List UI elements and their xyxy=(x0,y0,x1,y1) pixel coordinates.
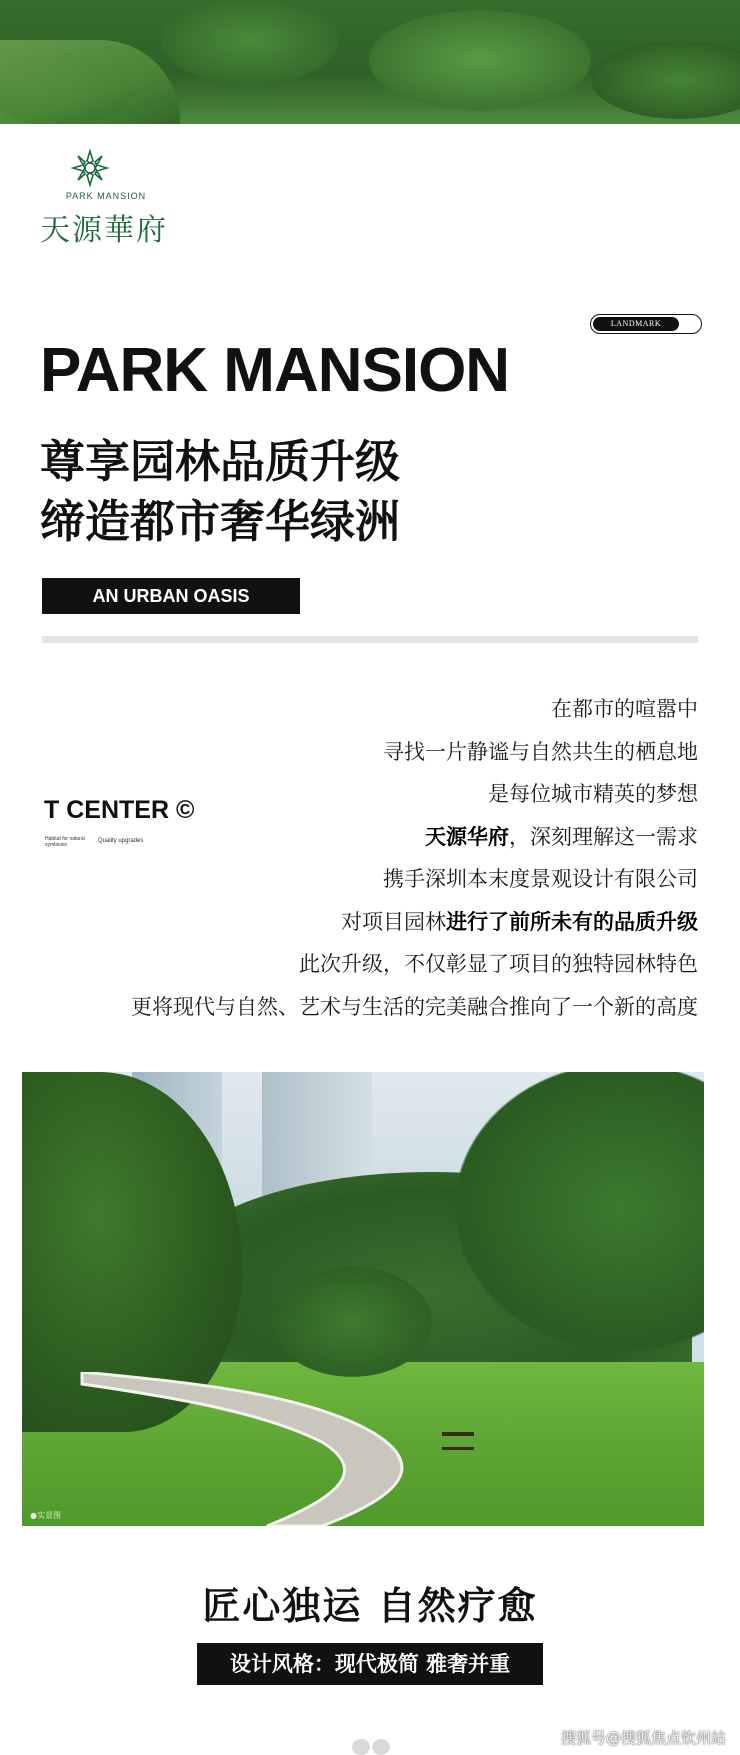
intro-line-6: 对项目园林进行了前所未有的品质升级 xyxy=(341,909,698,934)
headline: PARK MANSION xyxy=(40,336,510,405)
intro-text xyxy=(18,688,698,1028)
tcenter-caption-right: Quality upgrades xyxy=(98,838,144,844)
tree xyxy=(272,1267,432,1377)
page-dots xyxy=(352,1739,390,1755)
watermark: 搜狐号@搜狐焦点钦州站 xyxy=(560,1729,726,1747)
dot xyxy=(372,1739,390,1755)
subtitle-line-1: 尊享园林品质升级 xyxy=(40,435,401,488)
urban-oasis-tag: AN URBAN OASIS xyxy=(42,578,300,614)
park-bench xyxy=(442,1432,474,1450)
intro-line-8: 更将现代与自然、艺术与生活的完美融合推向了一个新的高度 xyxy=(131,994,698,1019)
intro-line-7: 此次升级，不仅彰显了项目的独特园林特色 xyxy=(299,952,698,976)
park-photo xyxy=(22,1072,704,1526)
forest-clearing xyxy=(0,40,180,124)
design-style-bar: 设计风格：现代极简 雅奢并重 xyxy=(197,1643,543,1685)
subtitle-line-2: 缔造都市奢华绿洲 xyxy=(40,495,401,548)
landmark-pill xyxy=(590,314,702,334)
logo-english: PARK MANSION xyxy=(65,191,147,201)
project-name: 天源华府 xyxy=(425,824,509,849)
landmark-label: LANDMARK xyxy=(593,317,679,331)
tcenter-title: T CENTER © xyxy=(44,796,195,824)
logo-flower-icon xyxy=(70,148,110,188)
logo-chinese: 天源華府 xyxy=(40,213,168,248)
intro-line-3: 是每位城市精英的梦想 xyxy=(488,782,698,806)
tree xyxy=(442,1072,704,1362)
intro-line-4: 天源华府，深刻理解这一需求 xyxy=(425,824,698,849)
tcenter-caption-left: Habitat for natural symbiosis xyxy=(45,836,85,848)
intro-line-2: 寻找一片静谧与自然共生的栖息地 xyxy=(383,739,698,764)
intro-line-5: 携手深圳本末度景观设计有限公司 xyxy=(383,867,698,891)
intro-line-1: 在都市的喧嚣中 xyxy=(551,697,698,721)
garden-path xyxy=(22,1372,704,1526)
divider xyxy=(42,636,698,643)
upgrade-highlight: 进行了前所未有的品质升级 xyxy=(446,909,698,934)
top-forest-image xyxy=(0,0,740,124)
photo-credit: ●实景图 xyxy=(30,1511,61,1520)
slogan: 匠心独运 自然疗愈 xyxy=(202,1583,538,1628)
dot xyxy=(352,1739,370,1755)
